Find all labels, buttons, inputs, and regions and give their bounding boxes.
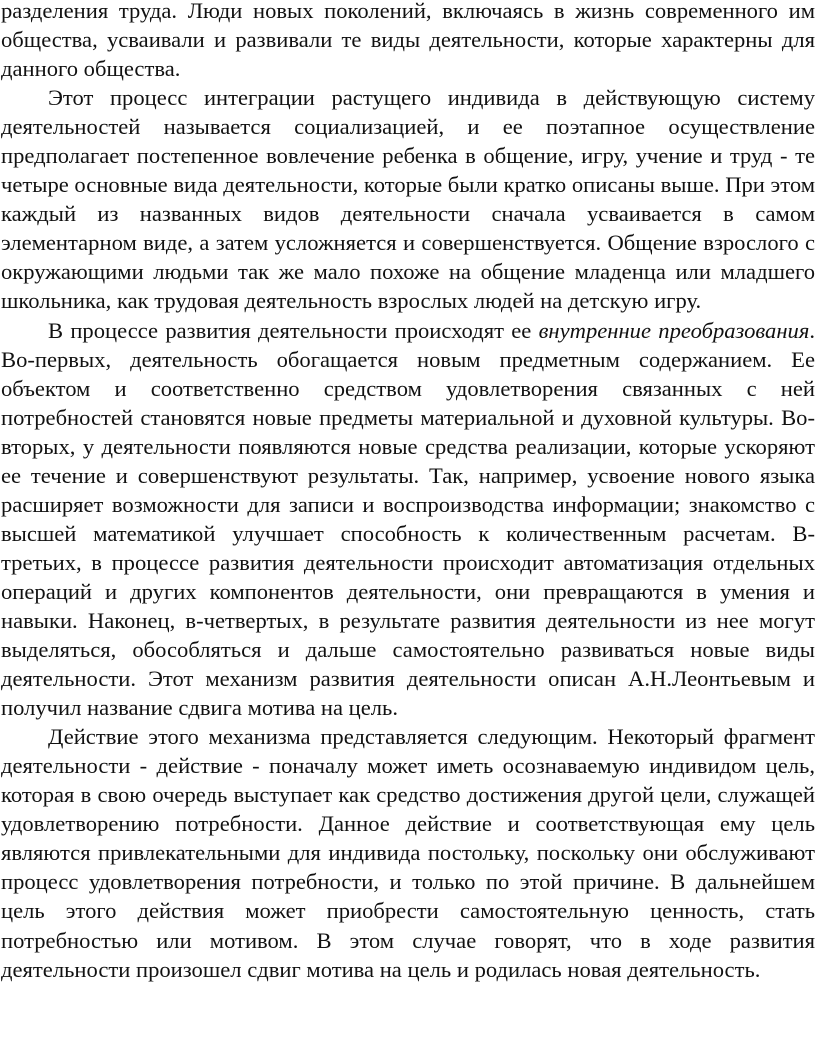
paragraph-2: Этот процесс интеграции растущего индивида в действующую систему деятельностей называется социализацией, и ее поэтапное осуществление предполагает постепенное вовлечение ребенка в общение, игру, учение и труд - те четыре основные вида деятельности, которые были кратко описаны выше. При этом каждый из названных видов деятельности сначала усваивается в самом элементарном виде, а затем усложняется и совершенствуется. Общение взрослого с окружающими людьми так же мало похоже на общение младенца или младшего школьника, как трудовая деятельность взрослых людей на детскую игру. — [1, 85, 815, 314]
paragraph-3 — [1, 316, 815, 723]
paragraph-4: Действие этого механизма представляется следующим. Некоторый фрагмент деятельности - действие - поначалу может иметь осознаваемую индивидом цель, которая в свою очередь выступает как средство достижения другой цели, служащей удовлетворению потребности. Данное действие и соответствующая ему цель являются привлекательными для индивида постольку, поскольку они обслуживают процесс удовлетворения потребности, и только по этой причине. В дальнейшем цель этого действия может приобрести самостоятельную ценность, стать потребностью или мотивом. В этом случае говорят, что в ходе развития деятельности произошел сдвиг мотива на цель и родилась новая деятельность. — [1, 724, 815, 982]
paragraph-3-rest: . Во-первых, деятельность обогащается новым предметным содержанием. Ее объектом и соответственно средством удовлетворения связанных с ней потребностей становятся новые предметы материальной и духовной культуры. Во-вторых, у деятельности появляются новые средства реализации, которые ускоряют ее течение и совершенствуют результаты. Так, например, усвоение нового языка расширяет возможности для записи и воспроизводства информации; знакомство с высшей математикой улучшает способность к количественным расчетам. В-третьих, в процессе развития деятельности происходит автоматизация отдельных операций и других компонентов деятельности, они превращаются в умения и навыки. Наконец, в-четвертых, в результате развития деятельности из нее могут выделяться, обособляться и дальше самостоятельно развиваться новые виды деятельности. Этот механизм развития деятельности описан А.Н.Леонтьевым и получил название сдвига мотива на цель. — [1, 317, 815, 721]
paragraph-3-start: В процессе развития деятельности происходят ее — [48, 317, 539, 343]
paragraph-1: разделения труда. Люди новых поколений, включаясь в жизнь современного им общества, усваивали и развивали те виды деятельности, которые характерны для данного общества. — [1, 0, 815, 82]
document-page — [1, 0, 815, 984]
paragraph-3-italic-term: внутренние преобразования — [538, 317, 810, 343]
